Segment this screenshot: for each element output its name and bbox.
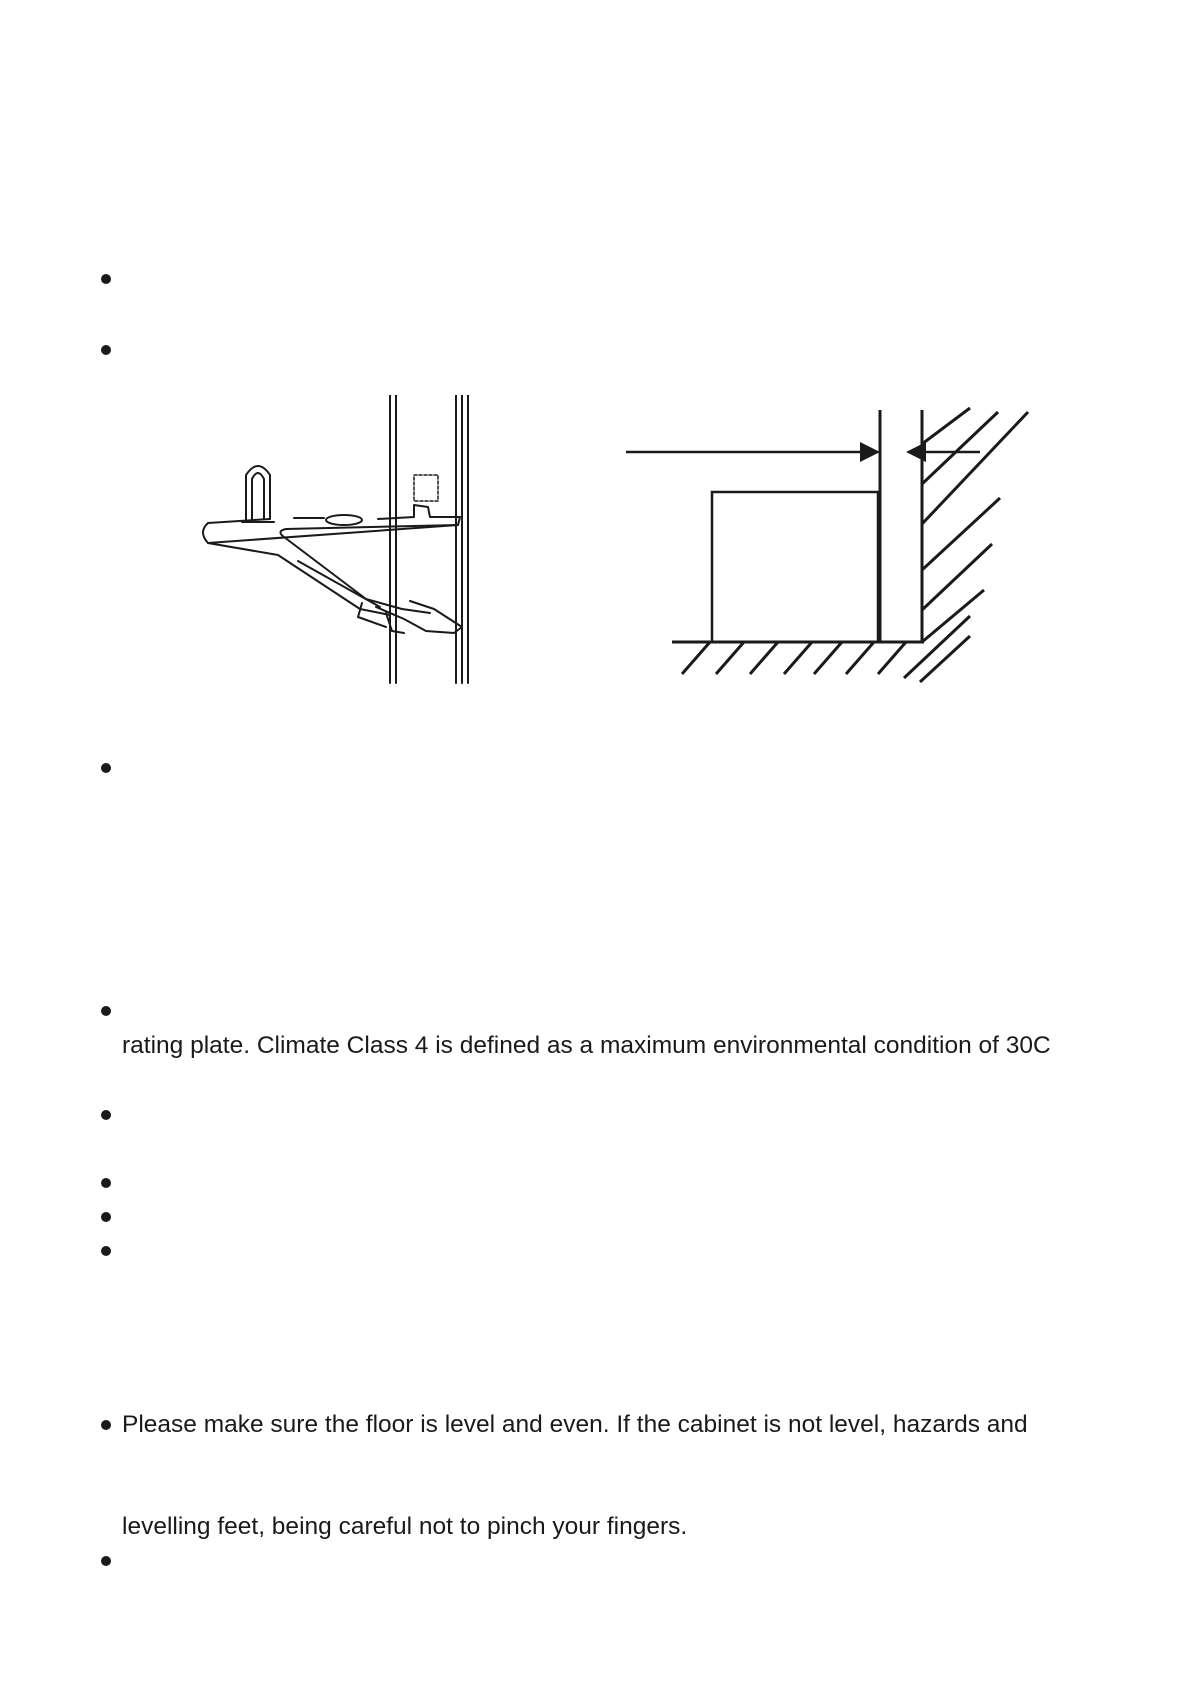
bullet-9 <box>101 1420 111 1430</box>
bullet-10 <box>101 1556 111 1566</box>
bracket-illustration <box>190 395 490 685</box>
climate-class-text: rating plate. Climate Class 4 is defined as a maximum environmental condition of 30C <box>122 1032 1051 1059</box>
floor-level-text: Please make sure the floor is level and even. If the cabinet is not level, hazards and <box>122 1411 1028 1438</box>
wall-clearance-diagram <box>620 400 1040 690</box>
bullet-8 <box>101 1246 111 1256</box>
levelling-feet-text: levelling feet, being careful not to pinch your fingers. <box>122 1513 688 1540</box>
bullet-5 <box>101 1110 111 1120</box>
bullet-4 <box>101 1006 111 1016</box>
bullet-1 <box>101 274 111 284</box>
bullet-6 <box>101 1178 111 1188</box>
bullet-7 <box>101 1212 111 1222</box>
bullet-2 <box>101 345 111 355</box>
bullet-3 <box>101 763 111 773</box>
